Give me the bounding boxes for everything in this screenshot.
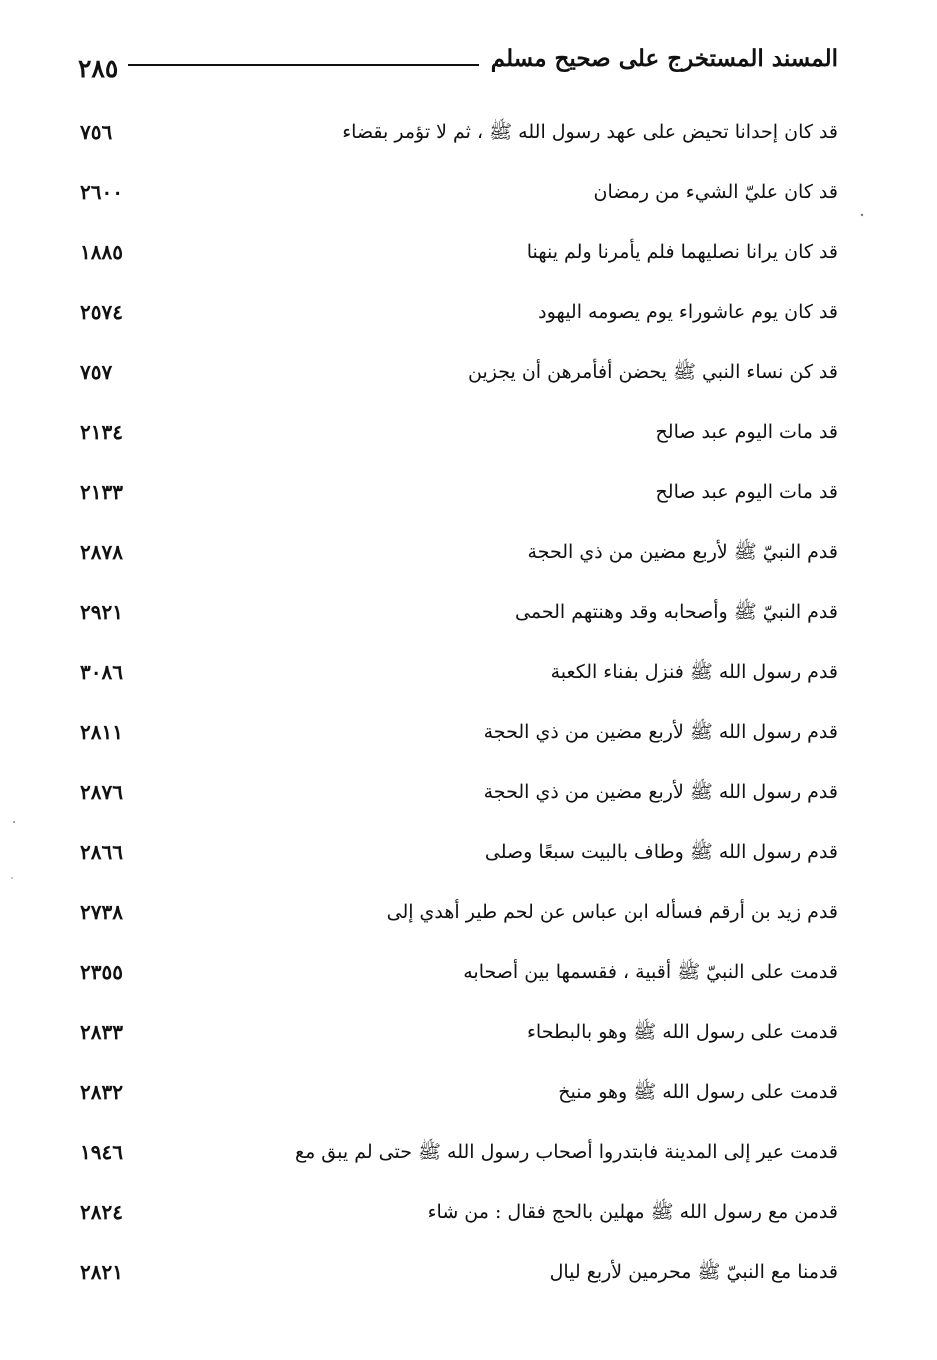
- index-entry: [80, 942, 838, 1002]
- entry-number: ٢١٣٣: [80, 480, 123, 504]
- index-entry: [80, 1182, 838, 1242]
- entry-number: ٢٩٢١: [80, 600, 123, 624]
- entry-number: ٧٥٦: [80, 120, 113, 144]
- index-entry: [80, 822, 838, 882]
- entry-number: ١٩٤٦: [80, 1140, 123, 1164]
- entry-number: ٢٨٣٢: [80, 1080, 123, 1104]
- entry-text: قدمنا مع النبيّ ﷺ محرمين لأربع ليال: [549, 1260, 838, 1283]
- entry-text: قدمن مع رسول الله ﷺ مهلين بالحج فقال : من شاء: [427, 1200, 838, 1223]
- entry-number: ٢٥٧٤: [80, 300, 123, 324]
- entry-text: قد كان يوم عاشوراء يوم يصومه اليهود: [538, 300, 838, 323]
- entry-text: قدمت على رسول الله ﷺ وهو بالبطحاء: [527, 1020, 838, 1043]
- entry-number: ٢٨٣٣: [80, 1020, 123, 1044]
- entry-number: ٢٨٦٦: [80, 840, 123, 864]
- entry-number: ٢٨٢٤: [80, 1200, 123, 1224]
- entry-text: قدمت على رسول الله ﷺ وهو منيخ: [558, 1080, 838, 1103]
- index-entry: [80, 1002, 838, 1062]
- index-entry: [80, 462, 838, 522]
- index-entry: [80, 582, 838, 642]
- entry-number: ١٨٨٥: [80, 240, 123, 264]
- entry-text: قد كان إحدانا تحيض على عهد رسول الله ﷺ ، ثم لا تؤمر بقضاء: [342, 120, 838, 143]
- entry-number: ٢٣٥٥: [80, 960, 123, 984]
- entry-number: ٧٥٧: [80, 360, 113, 384]
- index-entry: [80, 342, 838, 402]
- entry-text: قد كان يرانا نصليهما فلم يأمرنا ولم ينهنا: [526, 240, 838, 263]
- running-title: المسند المستخرج على صحيح مسلم: [490, 44, 838, 72]
- index-entry: [80, 1242, 838, 1302]
- entry-number: ٢٨٧٨: [80, 540, 123, 564]
- entry-text: قدم النبيّ ﷺ وأصحابه وقد وهنتهم الحمى: [515, 600, 838, 623]
- entry-text: قد مات اليوم عبد صالح: [655, 480, 838, 503]
- entry-number: ٢٨٧٦: [80, 780, 123, 804]
- entry-number: ٢٨١١: [80, 720, 123, 744]
- index-entry: [80, 402, 838, 462]
- index-entry: [80, 762, 838, 822]
- entry-number: ٣٠٨٦: [80, 660, 123, 684]
- index-entry: [80, 702, 838, 762]
- index-entry: [80, 102, 838, 162]
- index-entry: [80, 162, 838, 222]
- entry-text: قد مات اليوم عبد صالح: [655, 420, 838, 443]
- entry-text: قدم رسول الله ﷺ وطاف بالبيت سبعًا وصلى: [484, 840, 838, 863]
- entry-number: ٢٧٣٨: [80, 900, 123, 924]
- header-rule: [128, 64, 478, 66]
- entry-text: قدم رسول الله ﷺ لأربع مضين من ذي الحجة: [483, 780, 838, 803]
- entry-text: قدمت على النبيّ ﷺ أقبية ، فقسمها بين أصحابه: [463, 960, 838, 983]
- entry-text: قدم رسول الله ﷺ فنزل بفناء الكعبة: [550, 660, 838, 683]
- index-entry: [80, 522, 838, 582]
- entry-number: ٢١٣٤: [80, 420, 123, 444]
- entry-text: قدم زيد بن أرقم فسأله ابن عباس عن لحم طير أهدي إلى: [386, 900, 838, 923]
- entry-number: ٢٦٠٠: [80, 180, 123, 204]
- entry-number: ٢٨٢١: [80, 1260, 123, 1284]
- index-entry: [80, 1062, 838, 1122]
- entry-text: قدم النبيّ ﷺ لأربع مضين من ذي الحجة: [527, 540, 838, 563]
- hadith-index-list: [80, 102, 838, 1302]
- entry-text: قد كان عليّ الشيء من رمضان: [593, 180, 838, 203]
- page-number: ٢٨٥: [78, 53, 119, 83]
- index-entry: [80, 882, 838, 942]
- entry-text: قدم رسول الله ﷺ لأربع مضين من ذي الحجة: [483, 720, 838, 743]
- index-entry: [80, 642, 838, 702]
- index-entry: [80, 222, 838, 282]
- index-entry: [80, 282, 838, 342]
- entry-text: قد كن نساء النبي ﷺ يحضن أفأمرهن أن يجزين: [468, 360, 838, 383]
- index-entry: [80, 1122, 838, 1182]
- page-header: [78, 34, 838, 82]
- entry-text: قدمت عير إلى المدينة فابتدروا أصحاب رسول الله ﷺ حتى لم يبق مع: [294, 1140, 838, 1163]
